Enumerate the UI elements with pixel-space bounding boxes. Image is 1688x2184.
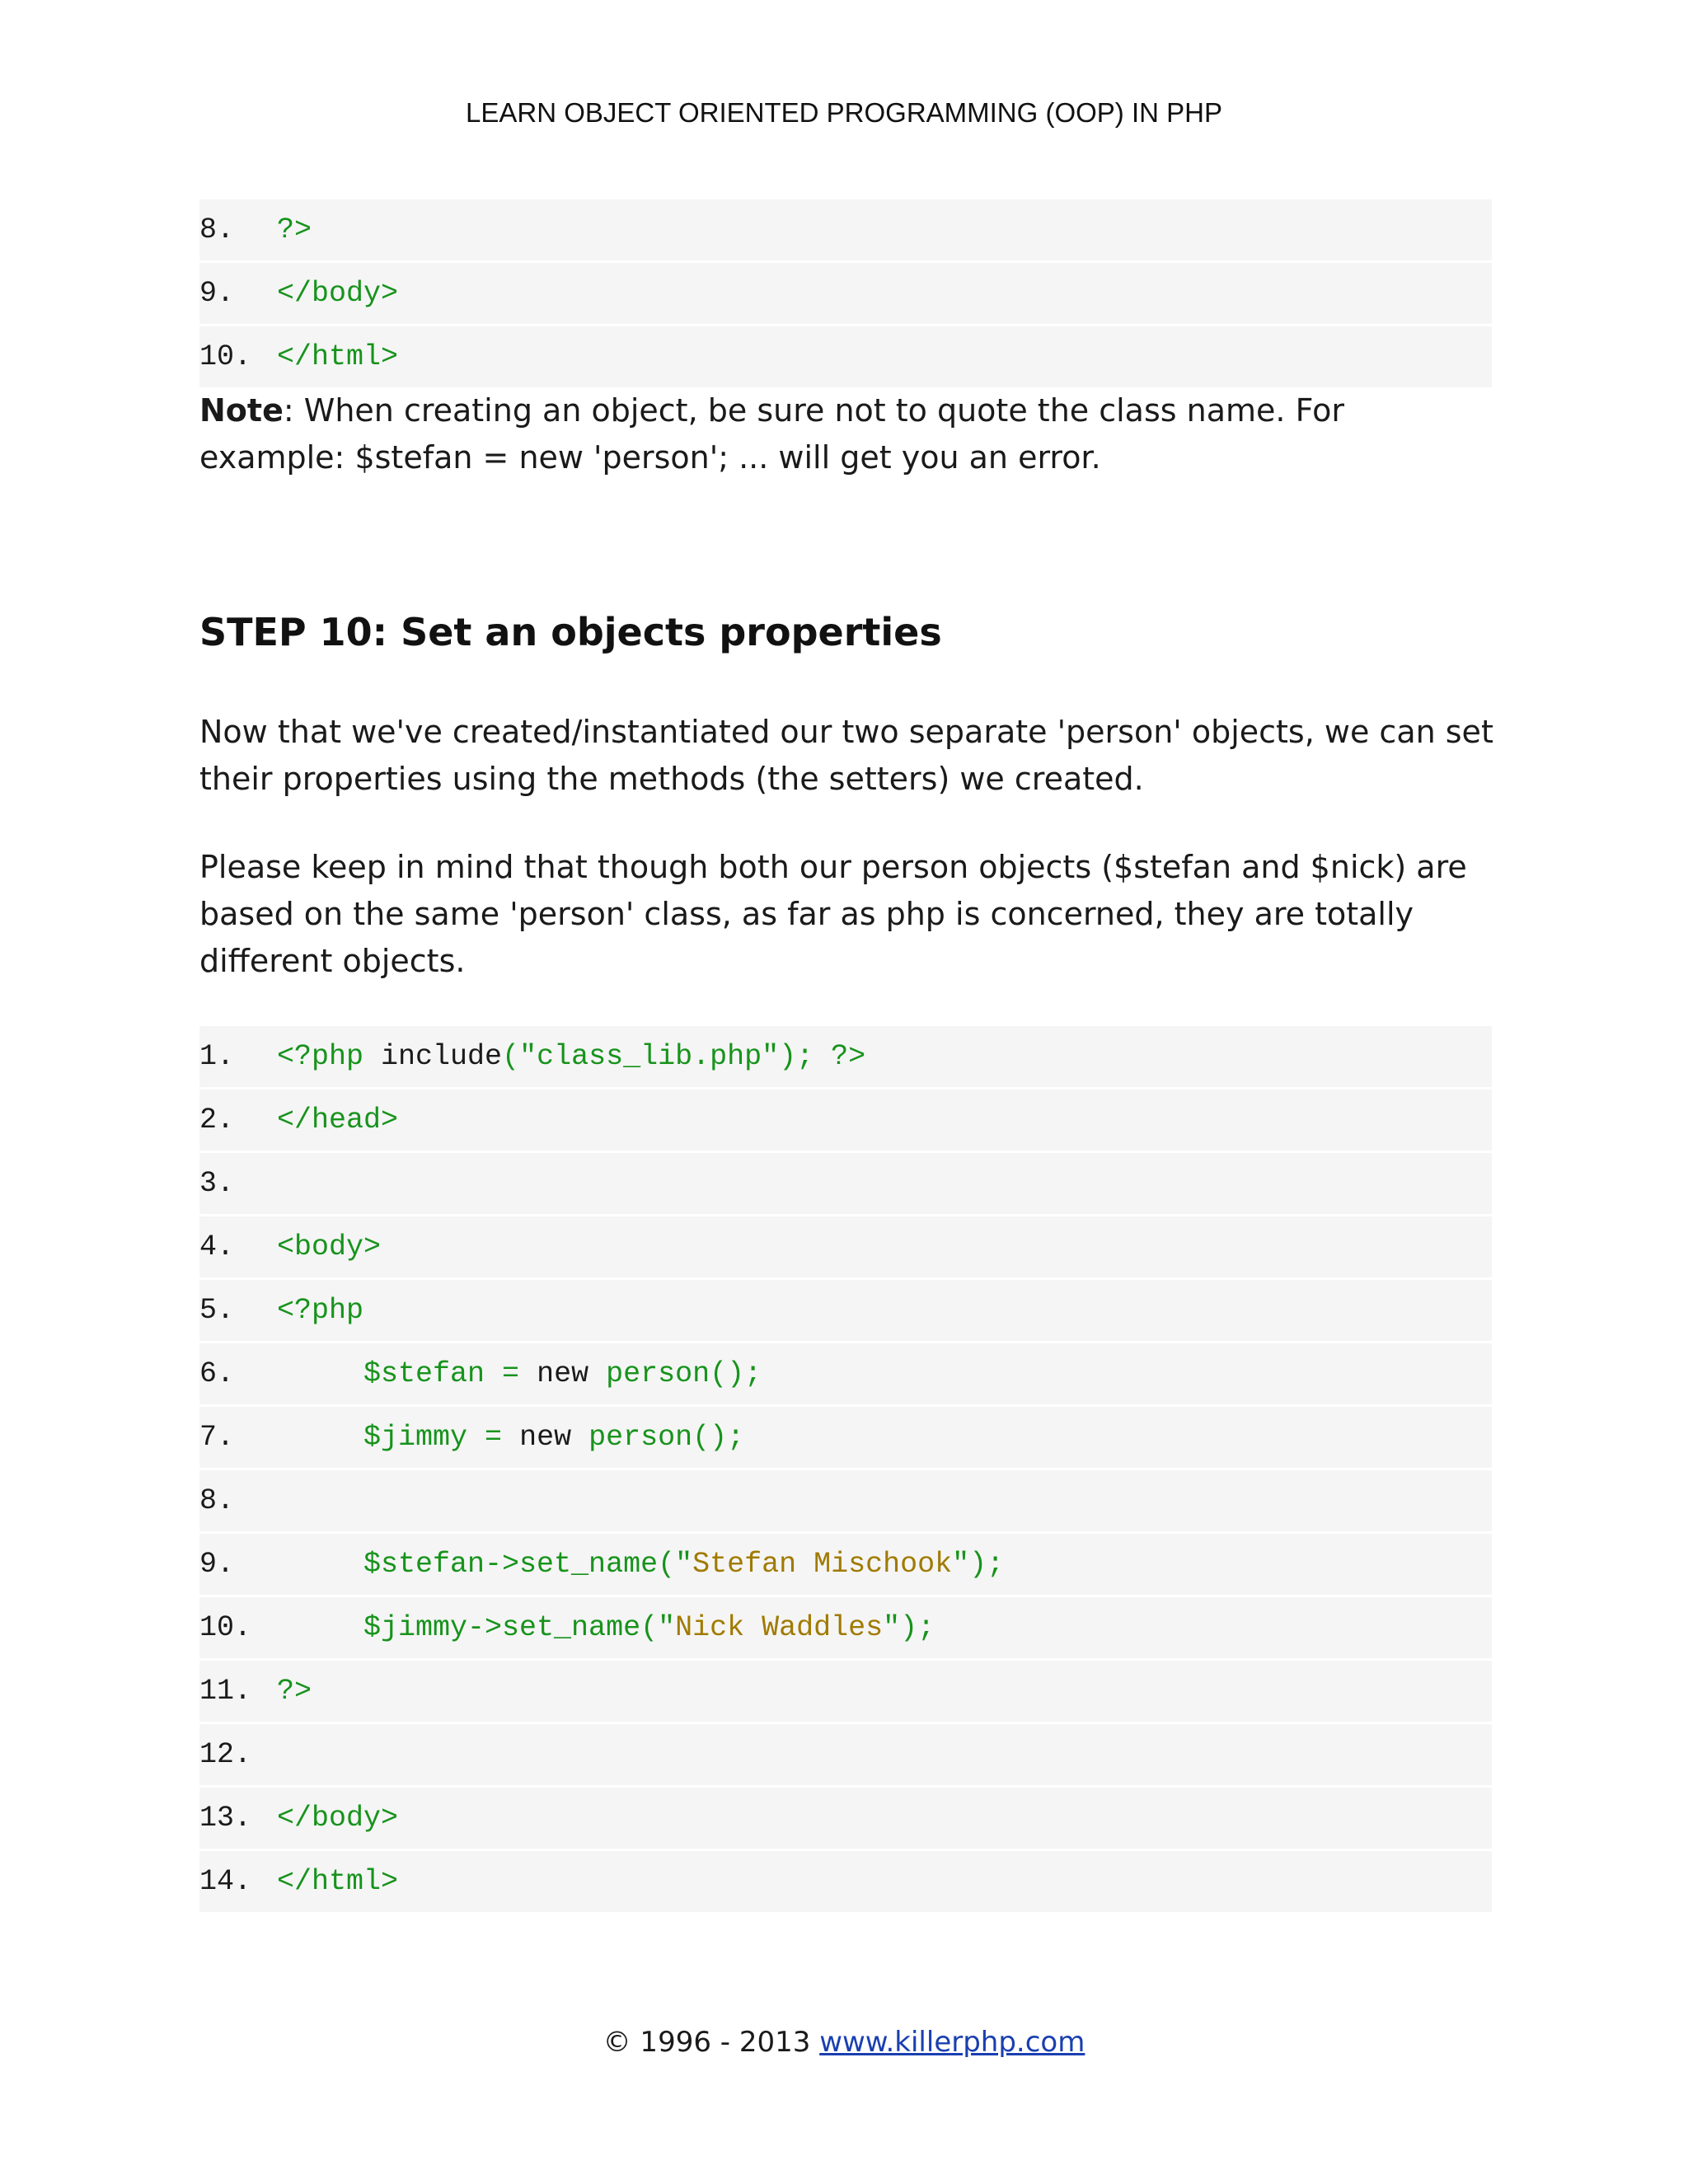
line-number: 1. [199, 1040, 235, 1073]
line-number: 7. [199, 1421, 235, 1454]
code-token: Nick Waddles [675, 1611, 884, 1644]
code-token: ("class_lib.php"); ?> [502, 1040, 866, 1073]
code-token: include [381, 1040, 503, 1073]
section-heading: STEP 10: Set an objects properties [199, 610, 942, 654]
code-token: Stefan Mischook [692, 1548, 953, 1581]
website-link[interactable]: www.killerphp.com [819, 2026, 1085, 2059]
code-token: </body> [277, 277, 399, 310]
paragraph-note-objects: Please keep in mind that though both our person objects ($stefan and $nick) are based on the same 'person' class, as far as php is concerned, they are totally different objects. [199, 849, 1467, 979]
code-token: ?> [277, 1675, 312, 1708]
code-token: person(); [606, 1357, 762, 1390]
code-token: </html> [277, 1865, 399, 1898]
line-number: 9. [199, 277, 235, 310]
line-number: 9. [199, 1548, 235, 1581]
code-token: "); [883, 1611, 935, 1644]
line-number: 11. [199, 1675, 252, 1708]
line-number: 13. [199, 1802, 252, 1835]
line-number: 8. [199, 1484, 235, 1517]
code-token: new [537, 1357, 607, 1390]
code-token: <body> [277, 1230, 382, 1263]
code-token: $jimmy->set_name(" [277, 1611, 676, 1644]
code-token: $stefan = [277, 1357, 537, 1390]
code-line [199, 1153, 1492, 1214]
line-number: 12. [199, 1738, 252, 1771]
code-line [199, 1470, 1492, 1531]
code-line [199, 1280, 1492, 1341]
line-number: 6. [199, 1357, 235, 1390]
code-token: person(); [588, 1421, 745, 1454]
code-token: "); [952, 1548, 1005, 1581]
line-number: 10. [199, 340, 252, 373]
code-line [199, 1090, 1492, 1151]
code-line [199, 1724, 1492, 1785]
line-number: 5. [199, 1294, 235, 1327]
code-line [199, 326, 1492, 387]
code-token: <?php [277, 1294, 364, 1327]
code-token: ?> [277, 213, 312, 246]
page-header: LEARN OBJECT ORIENTED PROGRAMMING (OOP) IN PHP [466, 97, 1222, 128]
code-line [199, 1343, 1492, 1404]
code-line [199, 1788, 1492, 1849]
note-label: Note [199, 392, 284, 429]
code-line [199, 1407, 1492, 1468]
code-token: $stefan->set_name(" [277, 1548, 693, 1581]
code-line [199, 1597, 1492, 1658]
line-number: 8. [199, 213, 235, 246]
code-line [199, 1534, 1492, 1595]
code-block-continuation [199, 199, 1492, 390]
code-token: </head> [277, 1104, 399, 1137]
code-line [199, 263, 1492, 324]
code-token: <?php [277, 1040, 382, 1073]
code-token: </html> [277, 340, 399, 373]
code-line [199, 1026, 1492, 1087]
code-line [199, 1661, 1492, 1722]
code-token: new [519, 1421, 589, 1454]
line-number: 10. [199, 1611, 252, 1644]
code-token: $jimmy = [277, 1421, 520, 1454]
code-line [199, 1216, 1492, 1277]
code-line [199, 1851, 1492, 1912]
paragraph-intro: Now that we've created/instantiated our two separate 'person' objects, we can set their properties using the methods (the setters) we created. [199, 714, 1493, 797]
line-number: 14. [199, 1865, 252, 1898]
line-number: 4. [199, 1230, 235, 1263]
note-text: : When creating an object, be sure not to quote the class name. For example: $stefan = new 'person'; ... will get you an error. [199, 392, 1344, 476]
line-number: 3. [199, 1167, 235, 1200]
code-block-example [199, 1026, 1492, 1915]
note-paragraph [199, 387, 1493, 481]
page-footer [0, 2026, 1688, 2059]
line-number: 2. [199, 1104, 235, 1137]
copyright-text: © 1996 - 2013 [603, 2026, 820, 2059]
code-token: </body> [277, 1802, 399, 1835]
code-line [199, 199, 1492, 260]
